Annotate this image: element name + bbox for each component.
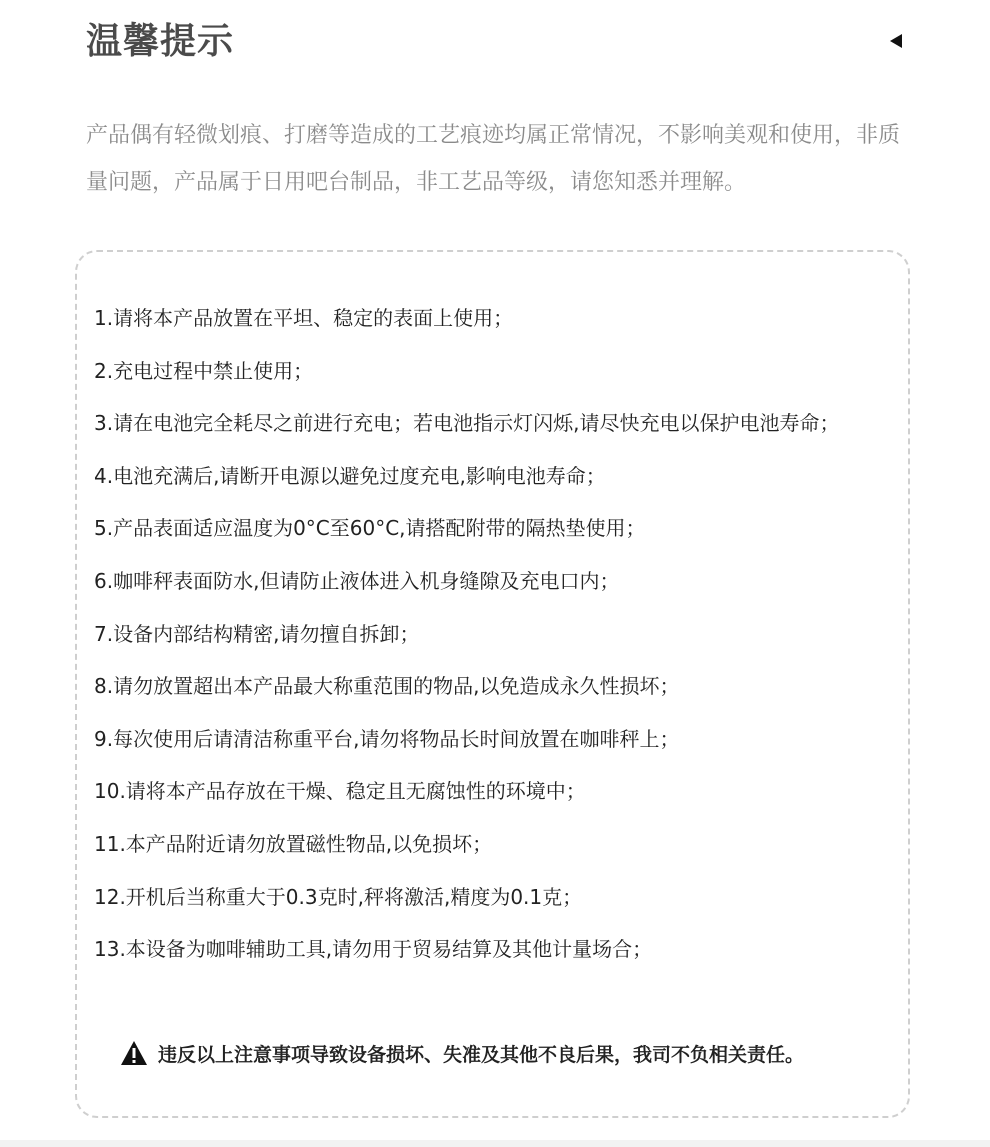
warning-triangle-icon — [120, 1040, 148, 1066]
notice-list — [94, 292, 914, 976]
notice-item: 11.本产品附近请勿放置磁性物品,以免损坏； — [94, 831, 493, 856]
notice-item: 12.开机后当称重大于0.3克时,秤将激活,精度为0.1克； — [94, 884, 583, 909]
notice-item: 3.请在电池完全耗尽之前进行充电；若电池指示灯闪烁,请尽快充电以保护电池寿命； — [94, 411, 840, 436]
warning-text: 违反以上注意事项导致设备损坏、失准及其他不良后果，我司不负相关责任。 — [158, 1043, 805, 1066]
triangle-left-icon[interactable] — [888, 33, 904, 49]
notice-item: 6.咖啡秤表面防水,但请防止液体进入机身缝隙及充电口内； — [94, 568, 620, 593]
notice-item: 4.电池充满后,请断开电源以避免过度充电,影响电池寿命； — [94, 463, 606, 488]
notice-item: 8.请勿放置超出本产品最大称重范围的物品,以免造成永久性损坏； — [94, 674, 680, 699]
notice-item: 13.本设备为咖啡辅助工具,请勿用于贸易结算及其他计量场合； — [94, 937, 653, 962]
notice-item: 9.每次使用后请清洁称重平台,请勿将物品长时间放置在咖啡秤上； — [94, 726, 680, 751]
notice-item: 10.请将本产品存放在干燥、稳定且无腐蚀性的环境中； — [94, 779, 586, 804]
intro-text: 产品偶有轻微划痕、打磨等造成的工艺痕迹均属正常情况，不影响美观和使用，非质量问题，产品属于日用吧台制品，非工艺品等级，请您知悉并理解。 — [86, 123, 901, 195]
bottom-divider — [0, 1140, 990, 1147]
notice-item: 5.产品表面适应温度为0°C至60°C,请搭配附带的隔热垫使用； — [94, 516, 646, 541]
page-title: 温馨提示 — [86, 21, 235, 62]
notice-item: 1.请将本产品放置在平坦、稳定的表面上使用； — [94, 306, 514, 330]
warning-row — [120, 1036, 804, 1070]
notice-item: 2.充电过程中禁止使用； — [94, 358, 314, 383]
notice-item: 7.设备内部结构精密,请勿擅自拆卸； — [94, 621, 420, 646]
